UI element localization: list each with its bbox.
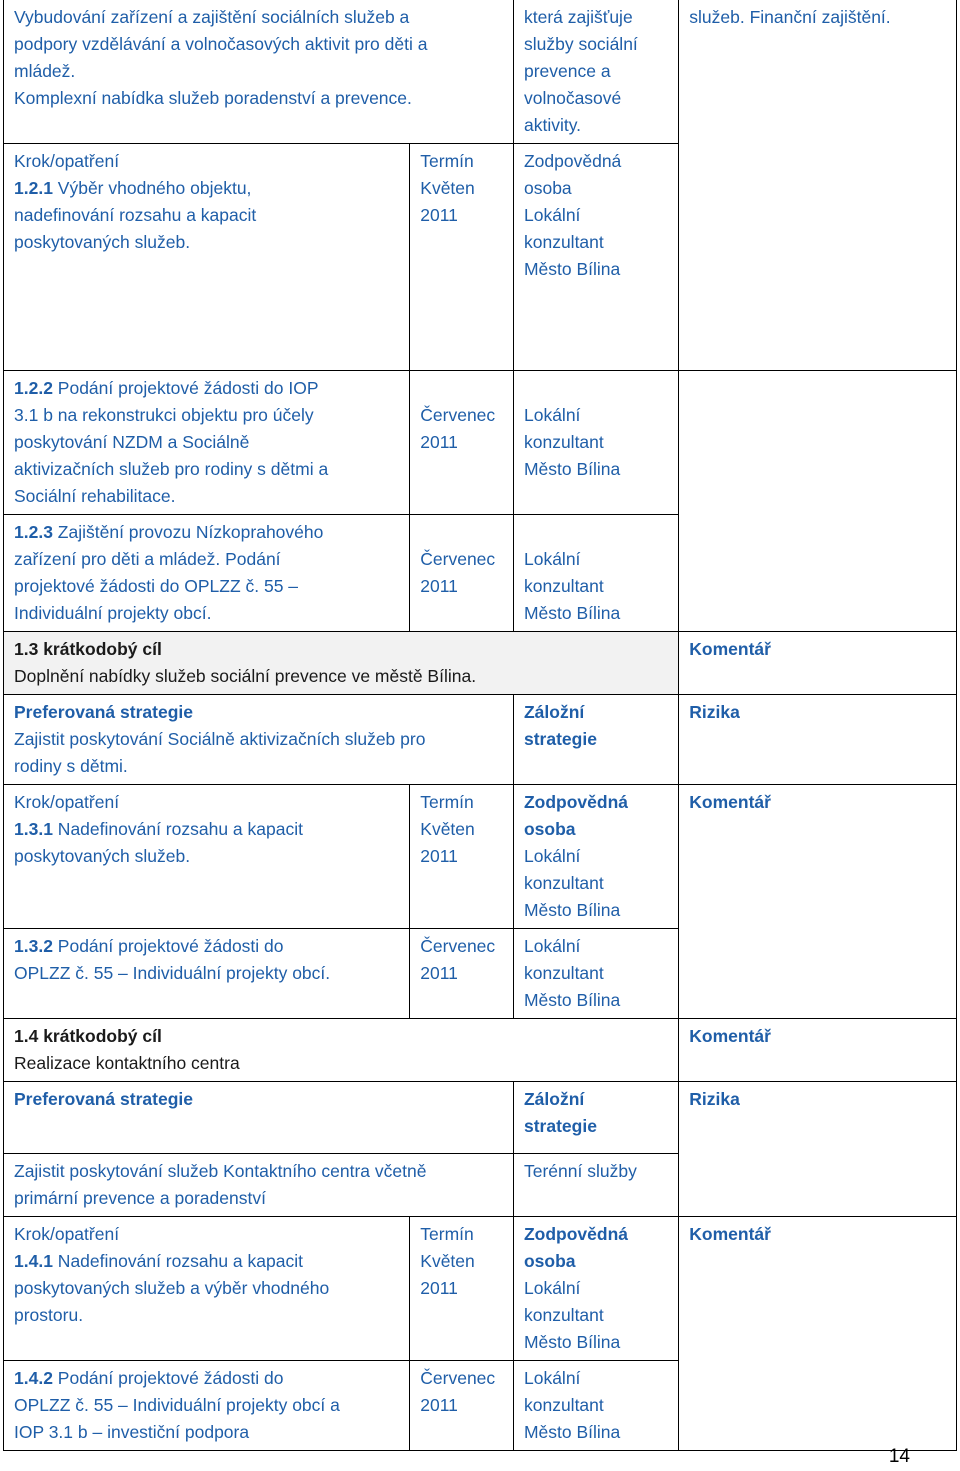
osoba-value: konzultant	[523, 576, 604, 596]
termin-value: Květen	[420, 1251, 475, 1271]
termin-cell	[410, 371, 514, 515]
step-text: Sociální rehabilitace.	[14, 486, 176, 506]
rizika-cell	[679, 695, 957, 785]
termin-cell	[410, 929, 514, 1019]
termin-value: 2011	[420, 1278, 458, 1298]
zalozni-cell	[513, 1082, 678, 1154]
termin-label: Termín	[420, 1224, 474, 1244]
osoba-value: Lokální	[523, 405, 581, 425]
step-number: 1.2.2	[14, 378, 53, 398]
komentar-label: Komentář	[689, 1026, 771, 1046]
osoba-value: Město Bílina	[523, 459, 621, 479]
pref-text: rodiny s dětmi.	[14, 756, 128, 776]
text-line: volnočasové	[523, 88, 622, 108]
komentar-cell	[679, 632, 957, 695]
osoba-value: Město Bílina	[523, 1422, 621, 1442]
osoba-cell	[513, 785, 678, 929]
krok-label: Krok/opatření	[14, 1224, 120, 1244]
osoba-cell	[513, 1361, 678, 1451]
pref-label: Preferovaná strategie	[14, 702, 193, 722]
termin-value: Červenec	[420, 1368, 496, 1388]
goal-cell	[4, 1019, 679, 1082]
termin-cell	[410, 1361, 514, 1451]
pref-label: Preferovaná strategie	[14, 1089, 193, 1109]
step-text: zařízení pro děti a mládež. Podání	[14, 549, 281, 569]
termin-value: Červenec	[420, 549, 496, 569]
krok-cell	[4, 1361, 410, 1451]
termin-label: Termín	[420, 792, 474, 812]
top-col4-cell	[679, 0, 957, 371]
strategy-cell	[4, 695, 514, 785]
krok-cell	[4, 371, 410, 515]
table-row	[4, 371, 957, 515]
krok-cell	[4, 929, 410, 1019]
step-number: 1.2.3	[14, 522, 53, 542]
zalozni-label: Záložní	[523, 702, 585, 722]
osoba-cell	[513, 144, 678, 371]
table-row	[4, 632, 957, 695]
pref-text: Zajistit poskytování služeb Kontaktního centra včetně	[14, 1161, 427, 1181]
zalozni-label: Záložní	[523, 1089, 585, 1109]
osoba-cell	[513, 929, 678, 1019]
osoba-cell	[513, 515, 678, 632]
step-text: Podání projektové žádosti do	[52, 1368, 284, 1388]
rizika-cell	[679, 1082, 957, 1217]
komentar-cell	[679, 785, 957, 1019]
zodpovedna-label: osoba	[523, 1251, 576, 1271]
intro-line: podpory vzdělávání a volnočasových aktivit pro děti a	[14, 34, 428, 54]
step-text: Podání projektové žádosti do IOP	[52, 378, 319, 398]
zalozni-text: Terénní služby	[523, 1161, 637, 1181]
strategy-cell	[4, 1082, 514, 1154]
rizika-label: Rizika	[689, 1089, 740, 1109]
osoba-value: Město Bílina	[523, 1332, 621, 1352]
step-text: 3.1 b na rekonstrukci objektu pro účely	[14, 405, 314, 425]
table-row	[4, 0, 957, 144]
step-text: poskytovaných služeb.	[14, 232, 191, 252]
text-line: prevence a	[523, 61, 611, 81]
krok-cell	[4, 785, 410, 929]
intro-line: mládež.	[14, 61, 76, 81]
goal-title: 1.3 krátkodobý cíl	[14, 639, 162, 659]
termin-label: Termín	[420, 151, 474, 171]
zalozni-label: strategie	[523, 1116, 597, 1136]
osoba-value: Město Bílina	[523, 900, 621, 920]
komentar-label: Komentář	[689, 792, 771, 812]
komentar-label: Komentář	[689, 1224, 771, 1244]
text-line: která zajišťuje	[523, 7, 633, 27]
intro-cell	[4, 0, 514, 144]
step-text: nadefinování rozsahu a kapacit	[14, 205, 257, 225]
step-text: Výběr vhodného objektu,	[52, 178, 252, 198]
osoba-value: Město Bílina	[523, 603, 621, 623]
osoba-value: konzultant	[523, 963, 604, 983]
step-text: Individuální projekty obcí.	[14, 603, 212, 623]
step-text: poskytování NZDM a Sociálně	[14, 432, 250, 452]
text-line: služby sociální	[523, 34, 638, 54]
goal-cell	[4, 632, 679, 695]
termin-value: 2011	[420, 205, 458, 225]
step-number: 1.2.1	[14, 178, 53, 198]
komentar-cell	[679, 1217, 957, 1451]
table-row	[4, 695, 957, 785]
rizika-label: Rizika	[689, 702, 740, 722]
table-row	[4, 785, 957, 929]
termin-cell	[410, 1217, 514, 1361]
step-number: 1.4.2	[14, 1368, 53, 1388]
zodpovedna-label: osoba	[523, 178, 572, 198]
step-text: prostoru.	[14, 1305, 84, 1325]
step-number: 1.3.1	[14, 819, 53, 839]
osoba-value: konzultant	[523, 232, 604, 252]
intro-line: Komplexní nabídka služeb poradenství a prevence.	[14, 88, 412, 108]
termin-cell	[410, 515, 514, 632]
krok-label: Krok/opatření	[14, 792, 120, 812]
osoba-value: Lokální	[523, 846, 581, 866]
step-text: poskytovaných služeb a výběr vhodného	[14, 1278, 330, 1298]
zalozni-text-cell	[513, 1154, 678, 1217]
osoba-value: konzultant	[523, 1305, 604, 1325]
zalozni-label: strategie	[523, 729, 597, 749]
step-text: poskytovaných služeb.	[14, 846, 191, 866]
document-table-area	[3, 0, 957, 1451]
krok-cell	[4, 515, 410, 632]
termin-value: 2011	[420, 432, 458, 452]
osoba-value: konzultant	[523, 873, 604, 893]
step-text: Nadefinování rozsahu a kapacit	[52, 1251, 303, 1271]
action-plan-table	[3, 0, 957, 1451]
table-row	[4, 1217, 957, 1361]
pref-text: primární prevence a poradenství	[14, 1188, 266, 1208]
table-row	[4, 1019, 957, 1082]
zodpovedna-label: osoba	[523, 819, 576, 839]
termin-value: Červenec	[420, 405, 496, 425]
page-number: 14	[888, 1446, 910, 1467]
osoba-value: Lokální	[523, 1278, 581, 1298]
top-col3-cell	[513, 0, 678, 144]
termin-value: 2011	[420, 576, 458, 596]
osoba-cell	[513, 1217, 678, 1361]
osoba-value: Lokální	[523, 1368, 581, 1388]
termin-value: Červenec	[420, 936, 496, 956]
text-line: aktivity.	[523, 115, 582, 135]
termin-value: Květen	[420, 178, 475, 198]
termin-value: 2011	[420, 963, 458, 983]
pref-text: Zajistit poskytování Sociálně aktivizačních služeb pro	[14, 729, 426, 749]
zodpovedna-label: Zodpovědná	[523, 792, 629, 812]
osoba-value: Lokální	[523, 205, 581, 225]
krok-cell	[4, 1217, 410, 1361]
table-row	[4, 1082, 957, 1154]
termin-value: 2011	[420, 846, 458, 866]
text-line: služeb. Finanční zajištění.	[689, 7, 891, 27]
termin-cell	[410, 785, 514, 929]
step-text: OPLZZ č. 55 – Individuální projekty obcí a	[14, 1395, 340, 1415]
osoba-cell	[513, 371, 678, 515]
termin-value: Květen	[420, 819, 475, 839]
osoba-value: konzultant	[523, 432, 604, 452]
goal-text: Realizace kontaktního centra	[14, 1053, 240, 1073]
zodpovedna-label: Zodpovědná	[523, 1224, 629, 1244]
komentar-cell	[679, 1019, 957, 1082]
strategy-text-cell	[4, 1154, 514, 1217]
step-text: Nadefinování rozsahu a kapacit	[52, 819, 303, 839]
komentar-label: Komentář	[689, 639, 771, 659]
step-number: 1.4.1	[14, 1251, 53, 1271]
osoba-value: Město Bílina	[523, 990, 621, 1010]
step-text: aktivizačních služeb pro rodiny s dětmi a	[14, 459, 329, 479]
osoba-value: Město Bílina	[523, 259, 621, 279]
step-text: Podání projektové žádosti do	[52, 936, 284, 956]
osoba-value: Lokální	[523, 936, 581, 956]
intro-line: Vybudování zařízení a zajištění sociálních služeb a	[14, 7, 410, 27]
zalozni-cell	[513, 695, 678, 785]
zodpovedna-label: Zodpovědná	[523, 151, 622, 171]
goal-title: 1.4 krátkodobý cíl	[14, 1026, 162, 1046]
step-number: 1.3.2	[14, 936, 53, 956]
krok-label: Krok/opatření	[14, 151, 120, 171]
termin-value: 2011	[420, 1395, 458, 1415]
step-text: OPLZZ č. 55 – Individuální projekty obcí.	[14, 963, 331, 983]
step-text: IOP 3.1 b – investiční podpora	[14, 1422, 250, 1442]
step-text: projektové žádosti do OPLZZ č. 55 –	[14, 576, 299, 596]
step-text: Zajištění provozu Nízkoprahového	[52, 522, 324, 542]
krok-cell	[4, 144, 410, 371]
goal-text: Doplnění nabídky služeb sociální prevence ve městě Bílina.	[14, 666, 477, 686]
osoba-value: Lokální	[523, 549, 581, 569]
termin-cell	[410, 144, 514, 371]
osoba-value: konzultant	[523, 1395, 604, 1415]
komentar-cell	[679, 371, 957, 632]
